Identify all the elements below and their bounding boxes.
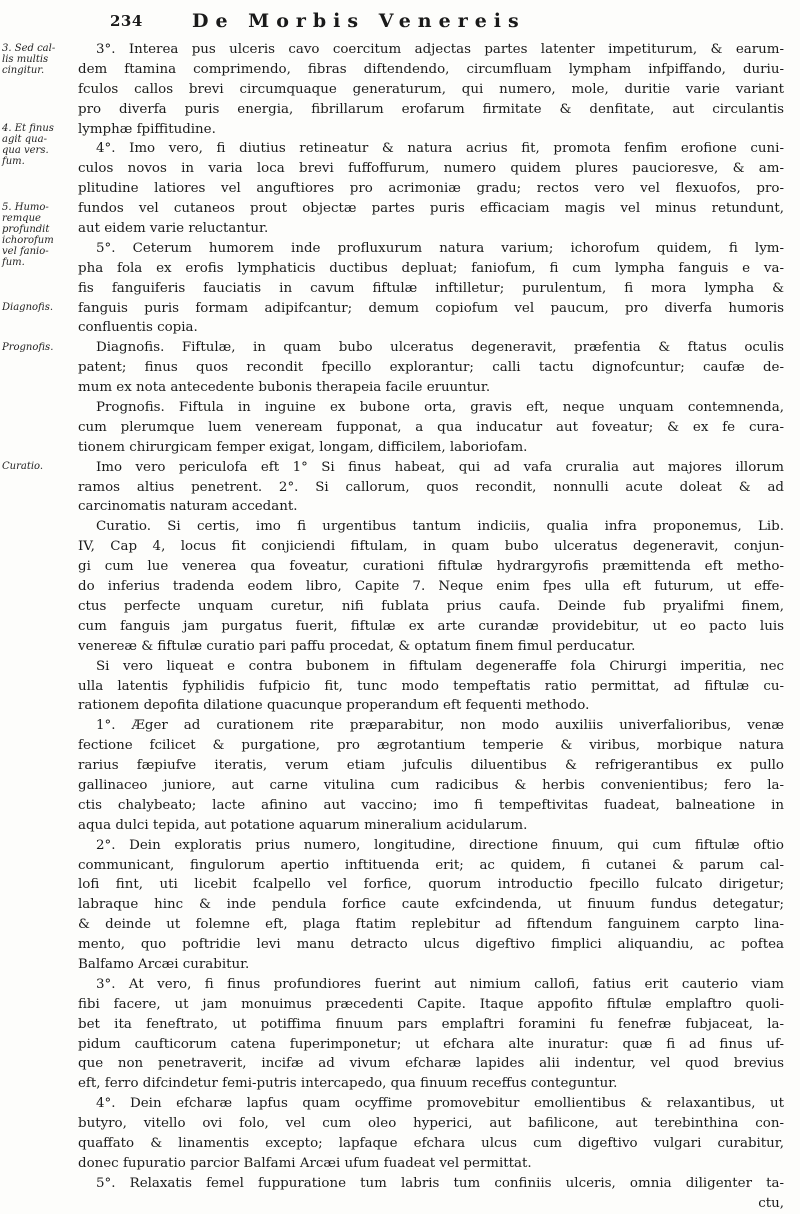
text-line: mento, quo poftridie levi manu detracto ulcus digeftivo fimplici aliquandiu, ac poftea	[78, 937, 784, 953]
text-line: 4°. Imo vero, fi diutius retineatur & natura acrius fit, promota fenfim erofione cuni-	[96, 141, 784, 157]
text-line: pro diverfa puris energia, fibrillarum erofarum firmitate & denfitate, aut circulantis	[78, 101, 784, 117]
text-line: lofi fint, uti licebit fcalpello vel forfice, quorum introductio fpecillo fulcato dirigetur;	[78, 877, 784, 893]
page-header	[0, 10, 800, 36]
text-line: fibi facere, ut jam monuimus præcedenti Capite. Itaque appofito fiftulæ emplaftro quoli-	[78, 996, 784, 1012]
text-line: butyro, vitello ovi folo, vel cum oleo hyperici, aut bafilicone, aut terebinthina con-	[78, 1116, 784, 1132]
text-line: aut eidem varie reluctantur.	[78, 221, 269, 237]
text-line: cum fanguis jam purgatus fuerit, fiftulæ ex arte curandæ providebitur, ut eo pacto luis	[78, 618, 784, 634]
text-line: ulla latentis fyphilidis fufpicio fit, tunc modo tempeftatis ratio permittat, ad fiftulæ cu-	[78, 678, 784, 694]
text-line: plitudine latiores vel anguftiores pro acrimoniæ gradu; rectos vero vel flexuofos, pro-	[78, 181, 784, 197]
text-line: IV, Cap 4, locus fit conjiciendi fiftulam, in quam bubo ulceratus degeneravit, conjun-	[78, 539, 784, 555]
text-line: fectione fcilicet & purgatione, pro ægrotantium temperie & viribus, morbique natura	[78, 738, 784, 754]
text-line: dem ftamina comprimendo, fibras diftendendo, circumfluam lympham infpiffando, duriu-	[78, 61, 784, 77]
text-line: aqua dulci tepida, aut potatione aquarum mineralium acidularum.	[78, 817, 528, 833]
text-line: gi cum lue venerea qua foveatur, curationi fiftulæ hydrargyrofis præmittenda eft metho-	[78, 559, 784, 575]
page-number: 234	[110, 12, 143, 30]
text-line: ctu,	[758, 1195, 784, 1211]
text-line: fis fanguiferis fauciatis in cavum fiftulæ inftilletur; purulentum, fi mora lympha &	[78, 280, 784, 296]
text-line: do inferius tradenda eodem libro, Capite 7. Neque enim fpes ulla eft futurum, ut effe-	[78, 579, 784, 595]
text-line: & deinde ut folemne eft, plaga ftatim replebitur ad fiftendum fanguinem carpto lina-	[78, 917, 784, 933]
margin-note: 5. Humo- remque profundit ichorofum vel fanio- fum.	[2, 202, 54, 269]
margin-note: Diagnofis.	[2, 301, 54, 313]
text-line: carcinomatis naturam accedant.	[78, 499, 298, 515]
text-line: Curatio. Si certis, imo fi urgentibus tantum indiciis, qualia infra proponemus, Lib.	[96, 519, 784, 535]
text-line: communicant, fingulorum apertio inftituenda erit; ac quidem, fi cutanei & parum cal-	[78, 857, 784, 873]
text-line: patent; finus quos recondit fpecillo explorantur; calli tactu dignofcuntur; caufæ de-	[78, 360, 784, 376]
margin-note: Prognofis.	[2, 341, 54, 353]
text-line: fanguis puris formam adipifcantur; demum copiofum vel paucum, pro diverfa humoris	[78, 300, 784, 316]
text-line: ramos altius penetrent. 2°. Si callorum, quos recondit, nonnulli acute doleat & ad	[78, 479, 784, 495]
text-line: culos novos in varia loca brevi fuffoffurum, numero quidem plures paucioresve, & am-	[78, 161, 784, 177]
margin-note: 3. Sed cal- lis multis cingitur.	[2, 43, 56, 76]
margin-note: 4. Et finus agit qua- qua vers. fum.	[2, 122, 54, 167]
text-line: Diagnofis. Fiftulæ, in quam bubo ulceratus degeneravit, præfentia & ftatus oculis	[96, 340, 784, 356]
text-line: cum plerumque luem veneream fupponat, a qua inducatur aut foveatur; & ex fe cura-	[78, 419, 784, 435]
text-line: ctis chalybeato; lacte afinino aut vaccino; imo fi tempeftivitas fuadeat, balneatione in	[78, 797, 784, 813]
text-line: pidum caufticorum catena fuperimponetur; ut efchara alte inuratur: quæ fi ad finus uf-	[78, 1036, 784, 1052]
text-line: confluentis copia.	[78, 320, 198, 336]
text-line: quaffato & linamentis excepto; lapfaque efchara ulcus cum digeftivo vulgari curabitur,	[78, 1135, 784, 1151]
text-line: Imo vero periculofa eft 1° Si finus habeat, qui ad vafa cruralia aut majores illorum	[96, 459, 784, 475]
text-line: ctus perfecte unquam curetur, nifi fublata prius caufa. Deinde fub pryalifmi finem,	[78, 598, 784, 614]
text-line: mum ex nota antecedente bubonis therapeia facile eruuntur.	[78, 380, 491, 396]
text-line: 5°. Relaxatis femel fuppuratione tum labris tum confiniis ulceris, omnia diligenter ta-	[96, 1175, 784, 1191]
text-line: 3°. Interea pus ulceris cavo coercitum adjectas partes latenter impetiturum, & earum-	[96, 42, 784, 57]
text-line: 3°. At vero, fi finus profundiores fuerint aut nimium callofi, fatius erit cauterio viam	[96, 976, 784, 992]
text-line: que non penetraverit, incifæ ad vivum efcharæ lapides alii indentur, vel quod brevius	[78, 1056, 784, 1072]
text-line: Balfamo Arcæi curabitur.	[78, 956, 250, 972]
text-line: venereæ & fiftulæ curatio pari paffu procedat, & optatum finem fimul perducatur.	[78, 638, 636, 654]
text-line: lymphæ fpiffitudine.	[78, 121, 216, 137]
text-line: tionem chirurgicam femper exigat, longam, difficilem, laboriofam.	[78, 439, 528, 455]
text-line: 2°. Dein exploratis prius numero, longitudine, directione finuum, qui cum fiftulæ oftio	[96, 837, 784, 853]
text-line: rarius fæpiufve iteratis, verum etiam jufculis diluentibus & refrigerantibus ex pullo	[78, 758, 784, 774]
text-line: fculos callos brevi circumquaque generaturum, qui numero, mole, duritie varie variant	[78, 81, 784, 97]
text-line: donec fupuratio parcior Balfami Arcæi ufum fuadeat vel permittat.	[78, 1155, 532, 1171]
text-line: fundos vel cutaneos prout objectæ partes puris efficaciam magis vel minus retundunt,	[78, 201, 784, 217]
text-line: Si vero liqueat e contra bubonem in fiftulam degeneraffe fola Chirurgi imperitia, nec	[96, 658, 784, 674]
text-line: Prognofis. Fiftula in inguine ex bubone orta, gravis eft, neque unquam contemnenda,	[96, 400, 784, 416]
text-line: gallinaceo juniore, aut carne vitulina cum radicibus & herbis convenientibus; fero la-	[78, 777, 784, 793]
text-line: eft, ferro difcindetur femi-putris intercapedo, qua finuum receffus conteguntur.	[78, 1076, 618, 1092]
text-line: 4°. Dein efcharæ lapfus quam ocyffime promovebitur emollientibus & relaxantibus, ut	[96, 1096, 784, 1112]
body-text	[78, 40, 784, 1214]
text-line: labraque hinc & inde pendula forfice caute exfcindenda, ut finuum fundus detegatur;	[78, 897, 784, 913]
margin-note: Curatio.	[2, 460, 44, 472]
text-line: rationem depofita dilatione quacunque properandum eft fequenti methodo.	[78, 698, 590, 714]
text-line: pha fola ex erofis lymphaticis ductibus depluat; faniofum, fi cum lympha fanguis e va-	[78, 260, 784, 276]
running-title: De Morbis Venereis	[192, 10, 526, 32]
text-line: 5°. Ceterum humorem inde profluxurum natura varium; ichorofum quidem, fi lym-	[96, 240, 784, 256]
text-line: 1°. Æger ad curationem rite præparabitur, non modo auxiliis univerfalioribus, venæ	[96, 718, 784, 734]
text-line: bet ita feneftrato, ut potiffima finuum pars emplaftri foramini fu fenefræ fubjaceat, la-	[78, 1016, 784, 1032]
